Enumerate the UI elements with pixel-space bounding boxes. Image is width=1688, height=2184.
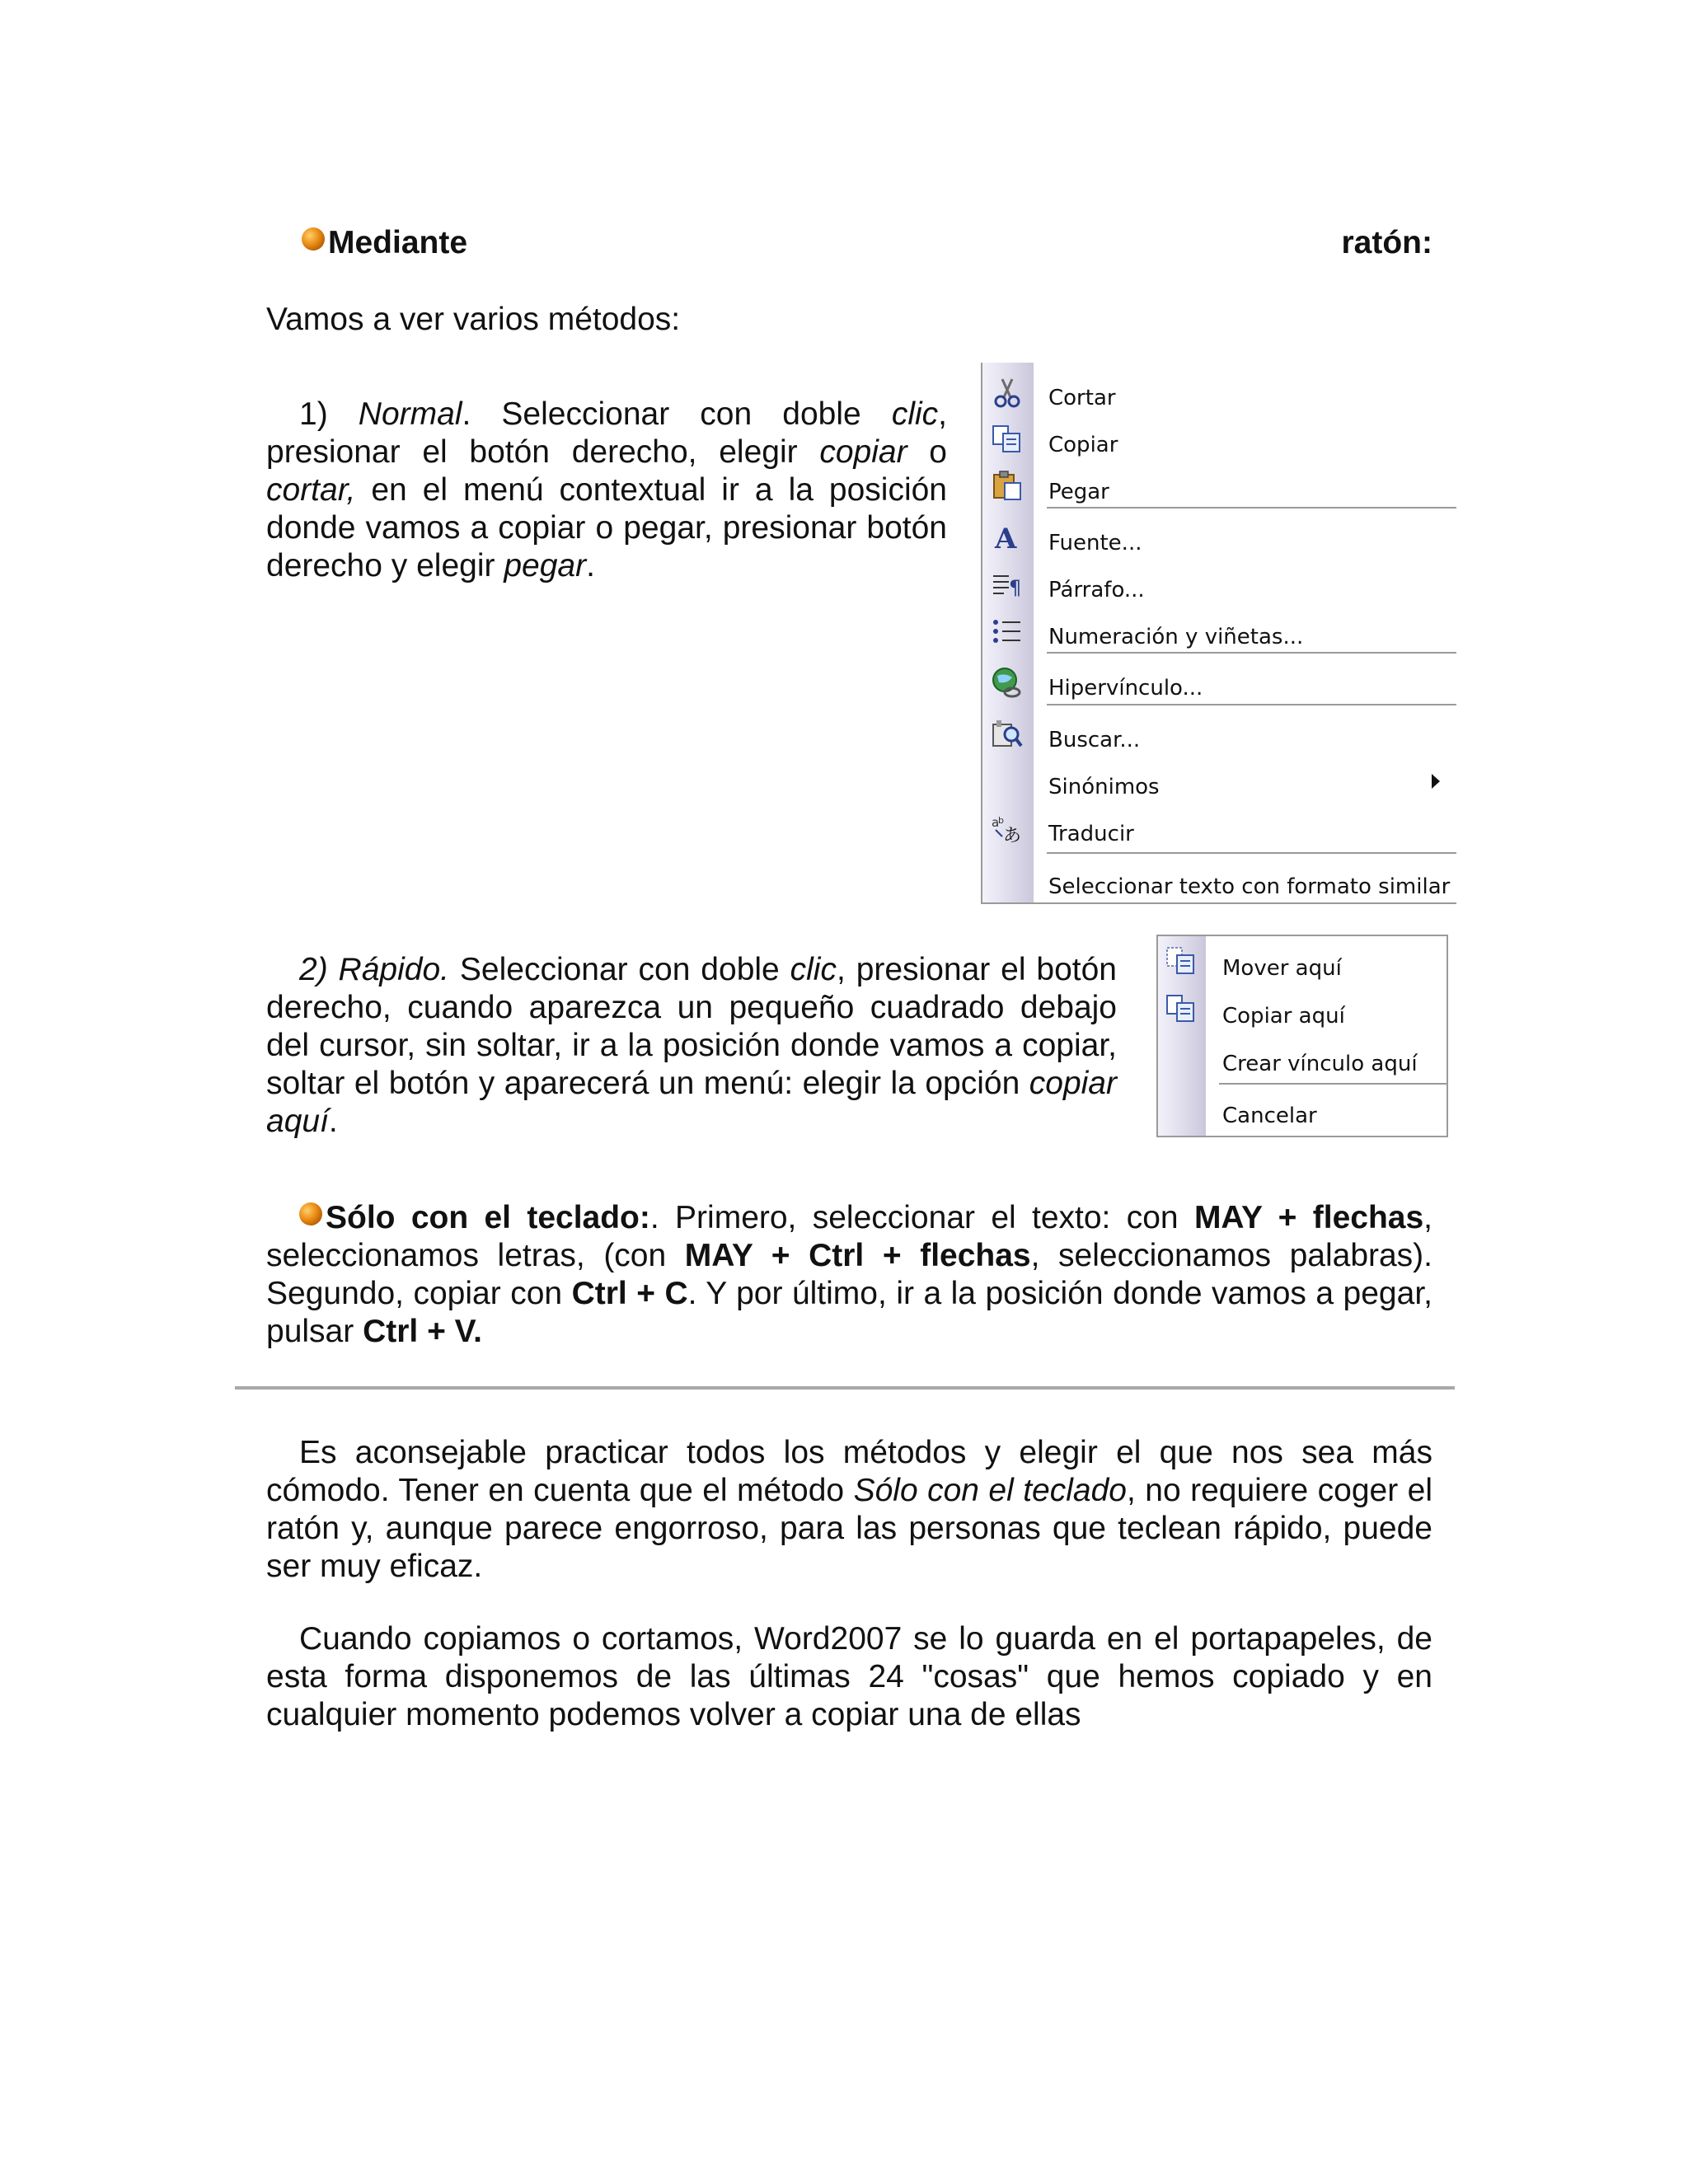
menu-separator	[1047, 652, 1456, 654]
menu-item-numeracion[interactable]	[982, 610, 1456, 653]
keyboard-shortcut-4: Ctrl + V.	[363, 1314, 482, 1349]
paragraph-icon	[991, 568, 1024, 601]
advice-text-1: Es aconsejable practicar todos los métodos y elegir el que nos sea más cómodo. Tener en cuenta que el método	[266, 1435, 1432, 1508]
menu-label: Cancelar	[1222, 1104, 1317, 1128]
keyboard-shortcut-3: Ctrl + C	[571, 1276, 688, 1311]
menu-separator	[1047, 852, 1456, 854]
method1-name: Normal	[358, 396, 462, 432]
method1-copiar: copiar	[819, 434, 907, 470]
move-icon	[1165, 944, 1198, 977]
menu-item-mover-aqui[interactable]	[1158, 941, 1447, 984]
copy-icon	[991, 423, 1024, 456]
scissors-icon	[991, 376, 1024, 409]
menu-label: Sinónimos	[1048, 775, 1160, 799]
menu-separator	[1047, 507, 1456, 509]
advice-italic: Sólo con el teclado	[853, 1473, 1127, 1508]
translate-icon	[991, 812, 1024, 845]
keyboard-shortcut-1: MAY + flechas	[1193, 1200, 1424, 1235]
bullet-icon	[299, 1202, 322, 1226]
method1-number: 1)	[299, 396, 328, 432]
advice-paragraph	[266, 1434, 1432, 1586]
method2-text-2: , presionar el botón derecho, cuando aparezca un pequeño cuadrado debajo del cursor, sin soltar, ir a la posición donde vamos a copiar, soltar el botón y aparecerá un menú: elegir la opción	[266, 952, 1117, 1101]
heading-right: ratón:	[1341, 225, 1432, 260]
menu-label: Numeración y viñetas...	[1048, 625, 1304, 649]
intro-text: Vamos a ver varios métodos:	[266, 302, 681, 337]
method2-text-1: Seleccionar con doble	[449, 952, 790, 987]
menu-separator	[1047, 704, 1456, 705]
menu-item-buscar[interactable]	[982, 713, 1456, 756]
method1-cortar: cortar,	[266, 472, 356, 508]
method1-clic: clic	[891, 396, 939, 432]
menu-item-pegar[interactable]	[982, 465, 1456, 508]
method1-text-2: , presionar el botón derecho, elegir	[266, 396, 947, 470]
menu-label: Crear vínculo aquí	[1222, 1052, 1418, 1076]
list-icon	[991, 615, 1024, 648]
bullet-icon	[302, 227, 325, 251]
method2-copiar-aqui: copiar aquí	[266, 1066, 1117, 1139]
horizontal-divider	[235, 1386, 1455, 1390]
section-heading-mouse	[302, 224, 1432, 265]
menu-label: Pegar	[1048, 480, 1109, 504]
menu-label: Copiar aquí	[1222, 1004, 1345, 1029]
hyperlink-icon	[991, 666, 1024, 699]
menu-separator	[1219, 1083, 1447, 1085]
keyboard-shortcut-2: MAY + Ctrl + flechas	[684, 1238, 1031, 1273]
menu-label: Buscar...	[1048, 728, 1141, 752]
method2-clic: clic	[790, 952, 837, 987]
svg-text:¶: ¶	[1009, 576, 1022, 599]
method1-paragraph	[266, 396, 947, 585]
svg-text:a: a	[992, 815, 1000, 830]
menu-label: Copiar	[1048, 433, 1118, 457]
method1-text-1: . Seleccionar con doble	[462, 396, 892, 432]
menu-label: Párrafo...	[1048, 578, 1145, 602]
svg-text:b: b	[998, 815, 1004, 826]
heading-left: Mediante	[328, 225, 468, 260]
menu-item-traducir[interactable]	[982, 807, 1456, 850]
menu-item-sinonimos[interactable]	[982, 760, 1456, 803]
paste-icon	[991, 470, 1024, 503]
menu-item-copiar-aqui[interactable]	[1158, 989, 1447, 1032]
menu-item-seleccionar-similar[interactable]	[982, 860, 1456, 902]
method1-text-5: .	[586, 548, 595, 583]
clipboard-paragraph: Cuando copiamos o cortamos, Word2007 se lo guarda en el portapapeles, de esta forma disponemos de las últimas 24 "cosas" que hemos copiado y en cualquier momento podemos volver a copiar una de ellas	[266, 1621, 1432, 1732]
method2-name: 2) Rápido.	[299, 952, 449, 987]
method1-pegar: pegar	[504, 548, 587, 583]
keyboard-text-2: , seleccionamos letras, (con	[266, 1200, 1433, 1273]
menu-label: Cortar	[1048, 386, 1116, 410]
keyboard-title: Sólo con el teclado:	[326, 1200, 650, 1235]
menu-label: Traducir	[1048, 822, 1134, 846]
keyboard-text-1: . Primero, seleccionar el texto: con	[649, 1200, 1194, 1235]
menu-label: Fuente...	[1048, 531, 1142, 555]
svg-text:A: A	[995, 523, 1017, 554]
menu-item-cortar[interactable]	[982, 371, 1456, 414]
method1-text-3: o	[907, 434, 947, 470]
menu-item-hipervinculo[interactable]	[982, 661, 1456, 704]
menu-label: Seleccionar texto con formato similar	[1048, 874, 1451, 899]
font-icon	[991, 521, 1024, 554]
menu-item-copiar[interactable]	[982, 418, 1456, 461]
menu-item-cancelar[interactable]	[1158, 1089, 1447, 1132]
drag-menu	[1156, 935, 1448, 1137]
keyboard-text-3: , seleccionamos palabras). Segundo, copiar con	[266, 1238, 1433, 1311]
keyboard-paragraph	[266, 1199, 1432, 1351]
method2-paragraph	[266, 951, 1117, 1141]
menu-label: Mover aquí	[1222, 956, 1342, 981]
keyboard-text-4: . Y por último, ir a la posición donde vamos a pegar, pulsar	[266, 1276, 1432, 1349]
submenu-arrow-icon	[1432, 774, 1440, 789]
advice-text-2: , no requiere coger el ratón y, aunque parece engorroso, para las personas que teclean rápido, puede ser muy eficaz.	[266, 1473, 1433, 1584]
context-menu	[981, 363, 1456, 904]
menu-item-fuente[interactable]	[982, 516, 1456, 559]
menu-label: Hipervínculo...	[1048, 676, 1203, 701]
svg-text:あ: あ	[1003, 826, 1022, 845]
method1-text-4: en el menú contextual ir a la posición donde vamos a copiar o pegar, presionar botón derecho y elegir	[266, 472, 947, 583]
copy-icon	[1165, 992, 1198, 1025]
menu-item-crear-vinculo[interactable]	[1158, 1037, 1447, 1080]
menu-item-parrafo[interactable]	[982, 563, 1456, 606]
method2-text-3: .	[328, 1104, 338, 1139]
search-icon	[991, 718, 1024, 751]
